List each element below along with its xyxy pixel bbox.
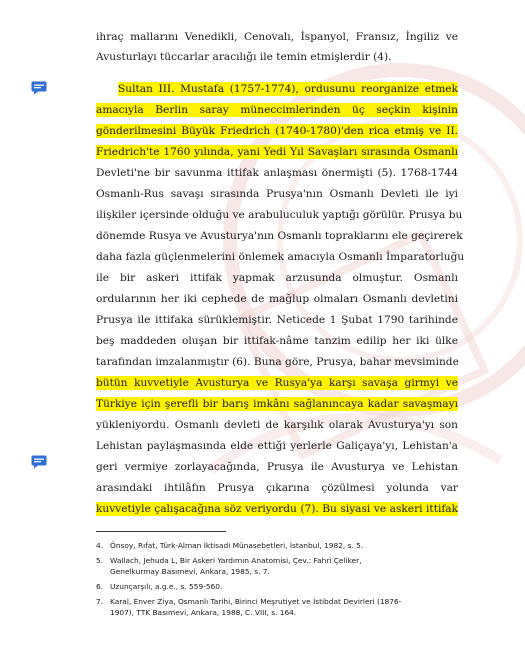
text-line: Osmanlı-Rus savaşı sırasında Prusya'nın Osmanlı Devleti ile iyi (96, 188, 458, 200)
highlighted-text-line: amacıyla Berlin saray müneccimlerinden üç seçkin kişinin (96, 104, 458, 116)
text-line: yükleniyordu. Osmanlı devleti de karşılık olarak Avusturya'yı son (96, 419, 458, 431)
text-line: daha fazla güçlenmelerini önlemek amacıyla Osmanlı İmparatorluğu (96, 251, 465, 263)
text-line: geri vermiye zorlayacağında, Prusya ile Avusturya ve Lehistan (96, 461, 458, 473)
text-line: Avusturlayı tüccarlar aracılığı ile temin etmişlerdir (4). (96, 51, 392, 63)
text-line: ile bir askeri ittifak yapmak arzusunda olmuştur. Osmanlı (96, 272, 458, 284)
highlighted-text-line: gönderilmesini Büyük Friedrich (1740-1780)'den rica etmiş ve II. (96, 125, 458, 137)
text-line: Lehistan paylaşmasında elde ettiği yerlerle Galiçaya'yı, Lehistan'a (96, 440, 458, 452)
highlighted-text-line: bütün kuvvetiyle Avusturya ve Rusya'ya karşı savaşa girmyi ve (96, 377, 458, 389)
comment-note-icon[interactable] (31, 80, 47, 94)
text-line: beş maddeden oluşan bir ittifak-nâme tanzim edilip her iki ülke (96, 335, 458, 347)
footnote-text: Önsoy, Rıfat, Türk-Alman İktisadi Münasebetleri, İstanbul, 1982, s. 5. (110, 541, 364, 550)
footnote-number: 5. (96, 556, 104, 565)
text-line: Prusya ile ittifaka sürüklemiştir. Neticede 1 Şubat 1790 tarihinde (96, 314, 458, 326)
footnote-text-continued: Genelkurmay Basımevi, Ankara, 1985, s. 7. (110, 567, 270, 576)
footnote-text: Uzunçarşılı, a.g.e., s. 559-560. (110, 582, 223, 591)
highlighted-text-line: Türkiye için şerefli bir barış imkânı sağlanıncaya kadar savaşmayı (96, 398, 458, 410)
text-line: ordularının her iki cephede de mağlup olmaları Osmanlı devletini (96, 293, 458, 305)
text-line: ihraç mallarını Venedikli, Cenovalı, İspanyol, Fransız, İngiliz ve (96, 31, 458, 43)
footnote-text-continued: 1907), TTK Basımevi, Ankara, 1988, C. VIII, s. 164. (110, 608, 297, 617)
highlighted-text-line: Friedrich'te 1760 yılında, yani Yedi Yıl Savaşları sırasında Osmanlı (96, 146, 458, 158)
highlighted-text-line: kuvvetiyle çalışacağına söz veriyordu (7). Bu siyasi ve askeri ittifak (96, 503, 458, 515)
text-line: Devleti'ne bir savunma ittifak anlaşması önermişti (5). 1768-1744 (96, 167, 458, 179)
footnote-number: 7. (96, 597, 104, 606)
footnote-text: Wallach, Jehuda L, Bir Askeri Yardımın Anatomisi, Çev.: Fahri Çeliker, (110, 556, 362, 565)
text-line: tarafından imzalanmıştır (6). Buna göre, Prusya, bahar mevsiminde (96, 356, 459, 368)
highlighted-text-line: Sultan III. Mustafa (1757-1774), ordusunu reorganize etmek (118, 83, 458, 95)
text-line: arasındaki ihtilâfın Prusya çıkarına çözülmesi yolunda var (96, 482, 458, 494)
footnote-number: 6. (96, 582, 104, 591)
footnote-divider (96, 531, 226, 532)
comment-note-icon[interactable] (31, 454, 47, 468)
footnote-text: Karal, Enver Ziya, Osmanlı Tarihi, Birinci Meşrutiyet ve İstibdat Devirleri (1876- (110, 597, 402, 606)
footnote-number: 4. (96, 541, 104, 550)
text-line: dönemde Rusya ve Avusturya'nın Osmanlı topraklarını ele geçirerek (96, 230, 463, 242)
text-line: ilişkiler içersinde olduğu ve arabuluculuk yaptığı görülür. Prusya bu (96, 209, 463, 221)
